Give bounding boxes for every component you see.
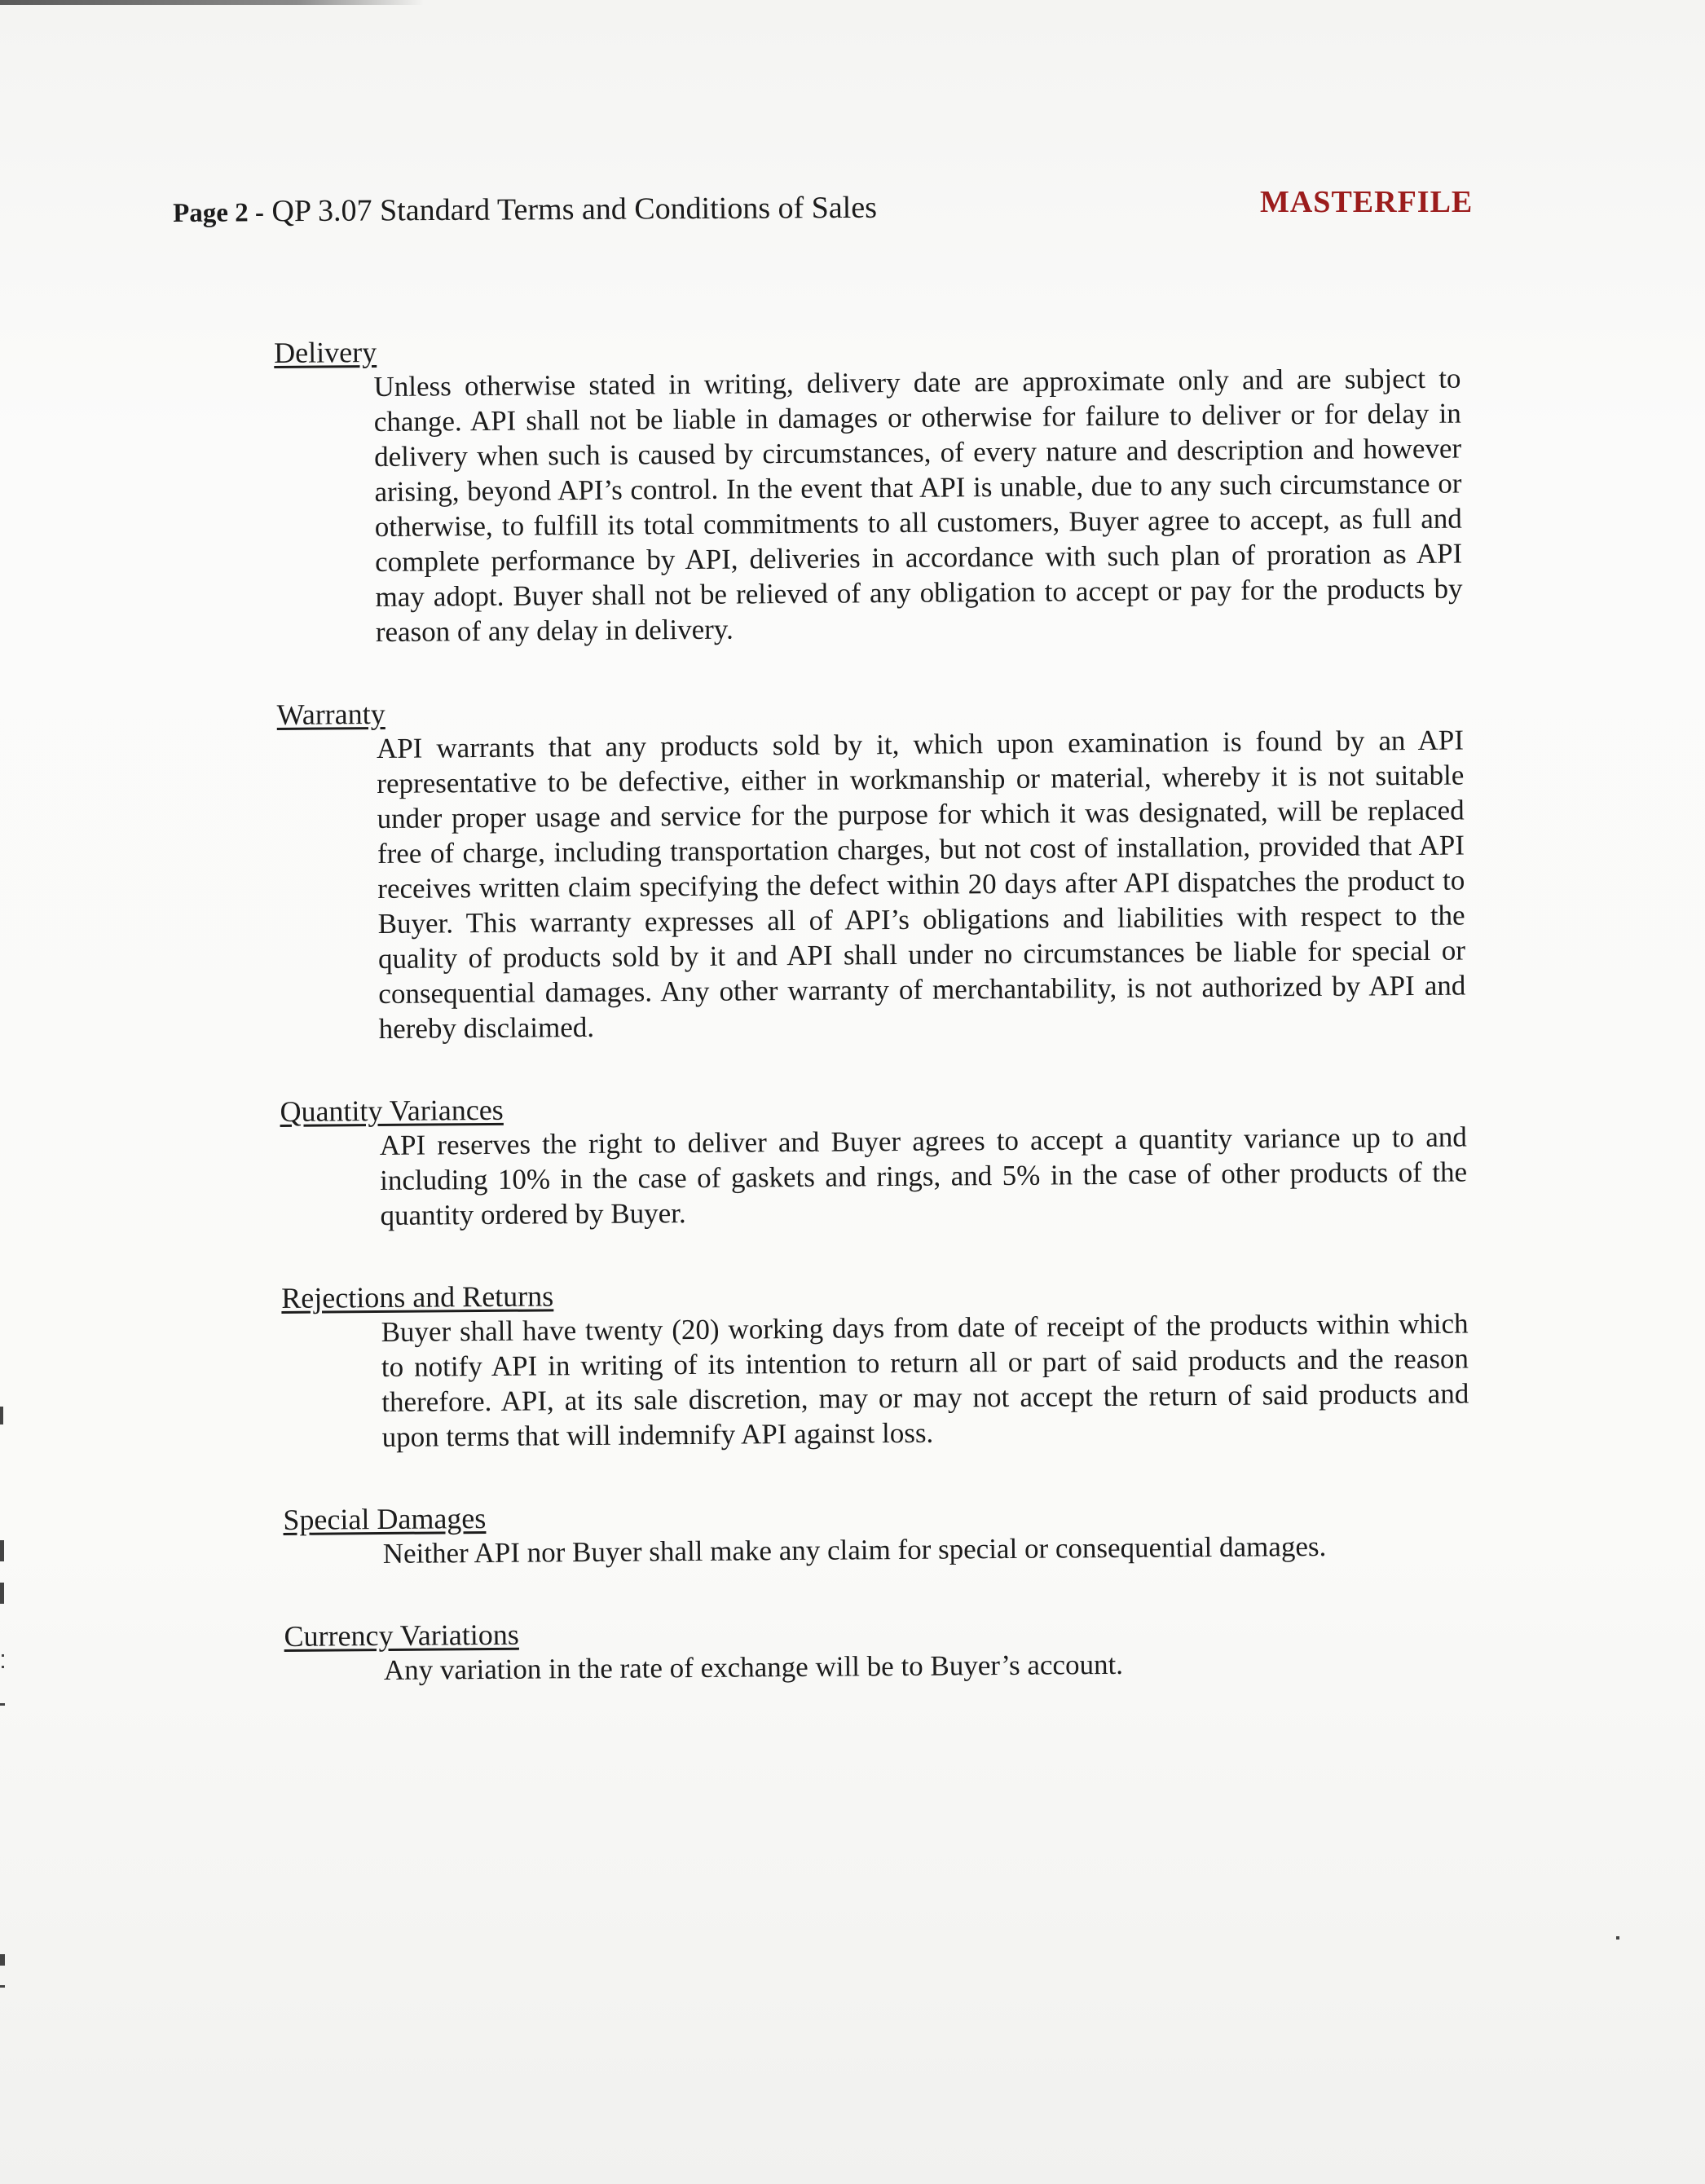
- section-body: Buyer shall have twenty (20) working days from date of receipt of the products within which to notify API in writing of its intention to return all or part of said products and the reason therefore. API, at its sale discretion, may or may not accept the return of said products and upon terms that will indemnify API against loss.: [381, 1307, 1469, 1453]
- terms-content: [274, 327, 1474, 1736]
- scan-artifact-mark: [0, 1954, 5, 1966]
- section-heading: Quantity Variances: [280, 1093, 504, 1128]
- document-title: QP 3.07 Standard Terms and Conditions of Sales: [271, 190, 878, 229]
- section-heading: Currency Variations: [284, 1618, 519, 1653]
- section-body: Any variation in the rate of exchange will be to Buyer’s account.: [383, 1648, 1124, 1686]
- section-warranty: [276, 689, 1469, 1047]
- scan-artifact-mark: [1616, 1936, 1619, 1940]
- scan-artifact-mark: [0, 1407, 3, 1424]
- scan-artifact-mark: [0, 1703, 5, 1706]
- section-rejections-returns: [281, 1271, 1473, 1455]
- masterfile-stamp: MASTERFILE: [1260, 185, 1474, 219]
- section-currency-variations: [284, 1609, 1474, 1688]
- scan-artifact-mark: [0, 1540, 4, 1561]
- section-heading: Warranty: [276, 697, 385, 731]
- scan-artifact-mark: [2, 1654, 4, 1657]
- scan-artifact-mark: [0, 1985, 5, 1988]
- page-header: [173, 190, 877, 231]
- section-delivery: [274, 327, 1466, 650]
- section-body: API warrants that any products sold by it, which upon examination is found by an API representative to be defective, either in workmanship or material, whereby it is not suitable under proper usage and service for the purpose for which it was designated, will be replaced free of charge, including transportation charges, but not cost of installation, provided that API receives written claim specifying the defect within 20 days after API dispatches the product to Buyer. This warranty expresses all of API’s obligations and liabilities with respect to the quality of products sold by it and API shall under no circumstances be liable for special or consequential damages. Any other warranty of merchantability, is not authorized by API and hereby disclaimed.: [376, 724, 1466, 1046]
- section-body: API reserves the right to deliver and Buyer agrees to accept a quantity variance up to and including 10% in the case of gaskets and rings, and 5% in the case of other products of the quantity ordered by Buyer.: [379, 1121, 1468, 1232]
- page-edge-shadow: [0, 0, 424, 5]
- section-heading: Delivery: [274, 336, 377, 369]
- section-heading: Rejections and Returns: [281, 1279, 554, 1314]
- section-body: Unless otherwise stated in writing, delivery date are approximate only and are subject to change. API shall not be liable in damages or otherwise for failure to deliver or for delay in delivery when such is caused by circumstances, of every nature and description and however arising, beyond API’s control. In the event that API is unable, due to any such circumstance or otherwise, to fulfill its total commitments to all customers, Buyer agree to accept, as full and complete performance by API, deliveries in accordance with such plan of proration as API may adopt. Buyer shall not be relieved of any obligation to accept or pay for the products by reason of any delay in delivery.: [373, 362, 1463, 649]
- section-special-damages: [283, 1493, 1474, 1571]
- section-body: Neither API nor Buyer shall make any claim for special or consequential damages.: [382, 1530, 1327, 1570]
- scan-artifact-mark: [2, 1666, 4, 1668]
- page-number-label: Page 2 -: [173, 198, 265, 228]
- scan-artifact-mark: [0, 1583, 4, 1604]
- section-heading: Special Damages: [283, 1502, 487, 1536]
- section-quantity-variances: [280, 1085, 1470, 1234]
